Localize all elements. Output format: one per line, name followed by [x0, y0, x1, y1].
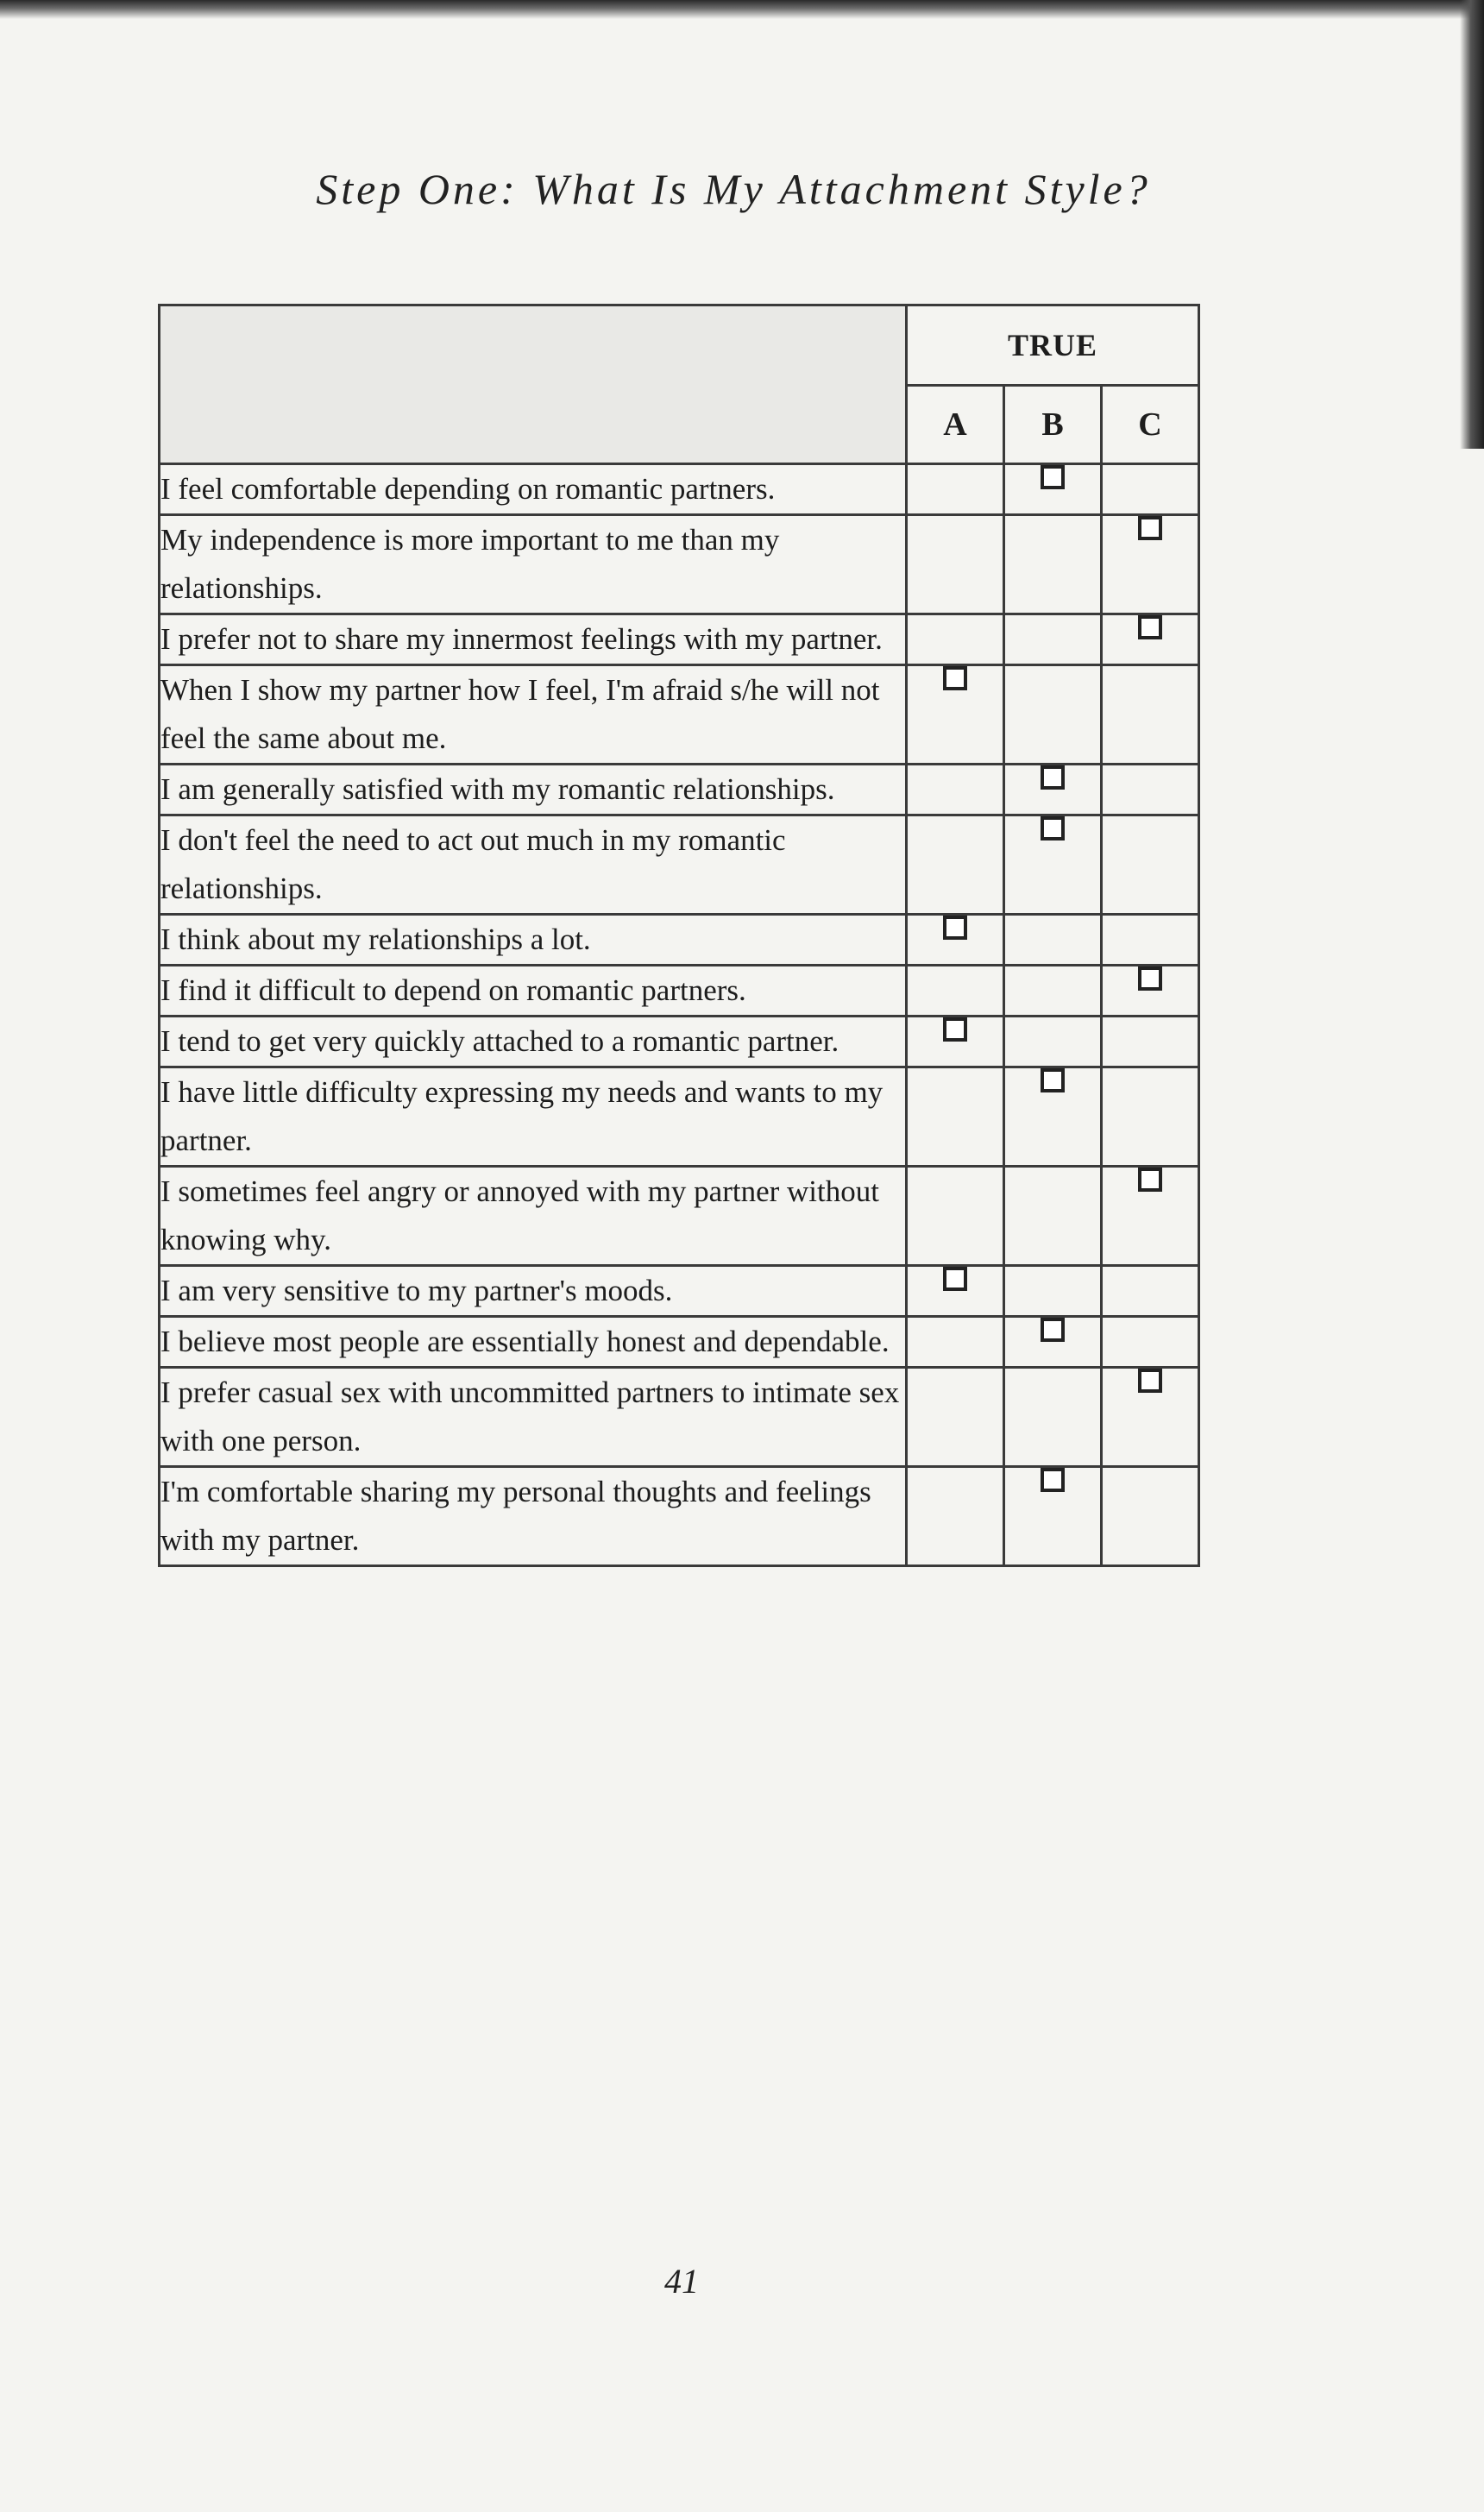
table-row: [160, 815, 1199, 915]
option-cell-b: [1004, 1067, 1102, 1167]
statement-text: When I show my partner how I feel, I'm afraid s/he will not feel the same about me.: [160, 665, 907, 765]
checkbox-b[interactable]: [1041, 1468, 1065, 1492]
option-cell-c: [1102, 1368, 1199, 1467]
checkbox-b[interactable]: [1041, 465, 1065, 489]
option-cell-b: [1004, 915, 1102, 966]
option-cell-c: [1102, 1317, 1199, 1368]
option-cell-a: [907, 665, 1004, 765]
option-cell-c: [1102, 1067, 1199, 1167]
page-edge-shadow-top: [0, 0, 1484, 19]
option-cell-b: [1004, 515, 1102, 614]
option-cell-a: [907, 464, 1004, 515]
option-cell-a: [907, 1266, 1004, 1317]
statement-text: I sometimes feel angry or annoyed with my partner without knowing why.: [160, 1167, 907, 1266]
statement-text: I don't feel the need to act out much in my romantic relationships.: [160, 815, 907, 915]
column-header-a: A: [907, 386, 1004, 464]
statement-text: I tend to get very quickly attached to a romantic partner.: [160, 1017, 907, 1067]
option-cell-b: [1004, 1368, 1102, 1467]
option-cell-b: [1004, 815, 1102, 915]
table-corner-cell: [160, 305, 907, 464]
table-row: [160, 1266, 1199, 1317]
table-row: [160, 966, 1199, 1017]
checkbox-b[interactable]: [1041, 1068, 1065, 1092]
page-title: Step One: What Is My Attachment Style?: [316, 165, 1151, 213]
table-row: [160, 1368, 1199, 1467]
statement-text: I have little difficulty expressing my needs and wants to my partner.: [160, 1067, 907, 1167]
option-cell-b: [1004, 1467, 1102, 1566]
statement-text: I believe most people are essentially honest and dependable.: [160, 1317, 907, 1368]
table-body: [160, 464, 1199, 1566]
statement-text: I prefer not to share my innermost feelings with my partner.: [160, 614, 907, 665]
option-cell-b: [1004, 966, 1102, 1017]
table-row: [160, 1017, 1199, 1067]
column-header-b: B: [1004, 386, 1102, 464]
option-cell-b: [1004, 464, 1102, 515]
table-row: [160, 614, 1199, 665]
true-group-header: TRUE: [907, 305, 1199, 386]
statement-text: I am very sensitive to my partner's moods.: [160, 1266, 907, 1317]
checkbox-c[interactable]: [1138, 1168, 1162, 1192]
table-row: [160, 1067, 1199, 1167]
option-cell-b: [1004, 1017, 1102, 1067]
option-cell-c: [1102, 1167, 1199, 1266]
statement-text: I'm comfortable sharing my personal thoughts and feelings with my partner.: [160, 1467, 907, 1566]
option-cell-c: [1102, 614, 1199, 665]
table-row: [160, 464, 1199, 515]
option-cell-c: [1102, 765, 1199, 815]
checkbox-a[interactable]: [943, 916, 967, 940]
statement-text: I find it difficult to depend on romantic partners.: [160, 966, 907, 1017]
option-cell-b: [1004, 1317, 1102, 1368]
statement-text: I prefer casual sex with uncommitted partners to intimate sex with one person.: [160, 1368, 907, 1467]
statement-text: I feel comfortable depending on romantic partners.: [160, 464, 907, 515]
option-cell-b: [1004, 1167, 1102, 1266]
table-row: [160, 1467, 1199, 1566]
table-header-row: [160, 305, 1199, 386]
option-cell-c: [1102, 1467, 1199, 1566]
option-cell-b: [1004, 614, 1102, 665]
page-number: 41: [664, 2262, 699, 2301]
statement-text: My independence is more important to me than my relationships.: [160, 515, 907, 614]
checkbox-b[interactable]: [1041, 765, 1065, 790]
option-cell-a: [907, 1017, 1004, 1067]
statement-text: I think about my relationships a lot.: [160, 915, 907, 966]
option-cell-a: [907, 1317, 1004, 1368]
checkbox-c[interactable]: [1138, 966, 1162, 991]
table-row: [160, 915, 1199, 966]
option-cell-a: [907, 1368, 1004, 1467]
checkbox-b[interactable]: [1041, 1318, 1065, 1342]
option-cell-a: [907, 1167, 1004, 1266]
option-cell-a: [907, 1067, 1004, 1167]
option-cell-a: [907, 966, 1004, 1017]
page-edge-shadow-right: [1460, 0, 1484, 449]
column-header-c: C: [1102, 386, 1199, 464]
table-row: [160, 1317, 1199, 1368]
option-cell-b: [1004, 765, 1102, 815]
option-cell-b: [1004, 665, 1102, 765]
option-cell-c: [1102, 665, 1199, 765]
checkbox-a[interactable]: [943, 1017, 967, 1042]
option-cell-a: [907, 765, 1004, 815]
checkbox-c[interactable]: [1138, 615, 1162, 639]
table-row: [160, 665, 1199, 765]
option-cell-c: [1102, 515, 1199, 614]
statement-text: I am generally satisfied with my romantic relationships.: [160, 765, 907, 815]
checkbox-b[interactable]: [1041, 816, 1065, 840]
checkbox-a[interactable]: [943, 1267, 967, 1291]
option-cell-a: [907, 614, 1004, 665]
checkbox-a[interactable]: [943, 666, 967, 690]
option-cell-b: [1004, 1266, 1102, 1317]
option-cell-a: [907, 815, 1004, 915]
option-cell-c: [1102, 1017, 1199, 1067]
option-cell-a: [907, 515, 1004, 614]
option-cell-c: [1102, 915, 1199, 966]
option-cell-c: [1102, 1266, 1199, 1317]
table-row: [160, 765, 1199, 815]
table-row: [160, 515, 1199, 614]
checkbox-c[interactable]: [1138, 516, 1162, 540]
checkbox-c[interactable]: [1138, 1369, 1162, 1393]
option-cell-a: [907, 1467, 1004, 1566]
option-cell-c: [1102, 815, 1199, 915]
option-cell-c: [1102, 464, 1199, 515]
attachment-style-table: [158, 304, 1200, 1567]
option-cell-c: [1102, 966, 1199, 1017]
option-cell-a: [907, 915, 1004, 966]
table-row: [160, 1167, 1199, 1266]
